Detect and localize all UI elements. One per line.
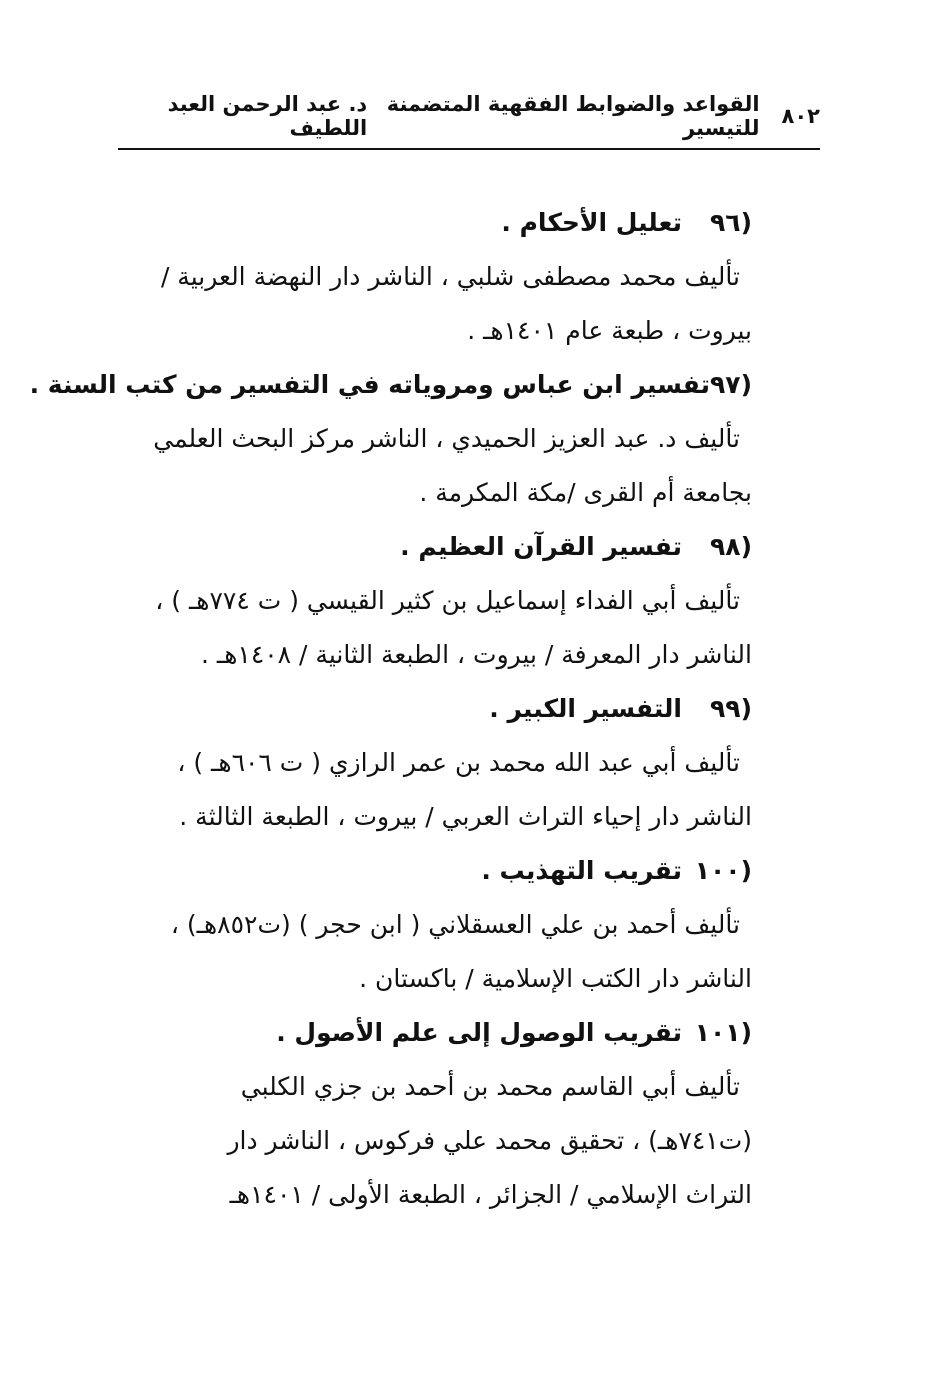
entry-title-line (100, 520, 820, 574)
entry-number: ٩٧) (710, 370, 752, 399)
bibliography-entry (100, 520, 820, 682)
entry-detail-line: تأليف محمد مصطفى شلبي ، الناشر دار النهضة العربية / (160, 262, 740, 291)
entry-detail-line: الناشر دار الكتب الإسلامية / باكستان . (359, 964, 752, 993)
entry-title-line (100, 1006, 820, 1060)
entry-number: ٩٨) (710, 532, 752, 561)
book-title: القواعد والضوابط الفقهية المتضمنة للتيسير (386, 92, 760, 140)
bibliography-list (29, 196, 820, 1222)
entry-detail-line: بجامعة أم القرى /مكة المكرمة . (419, 478, 752, 507)
entry-detail-line: تأليف أبي القاسم محمد بن أحمد بن جزي الكلبي (240, 1072, 740, 1101)
entry-detail-line: تأليف أبي عبد الله محمد بن عمر الرازي ( ت ٦٠٦هـ ) ، (177, 748, 740, 777)
bibliography-entry (29, 358, 820, 520)
entry-title-line (100, 682, 820, 736)
entry-title-line (100, 196, 820, 250)
entry-title-line (100, 844, 820, 898)
entry-number: ١٠٠) (694, 856, 752, 885)
entry-detail-line: بيروت ، طبعة عام ١٤٠١هـ . (467, 316, 752, 345)
entry-number: ١٠١) (694, 1018, 752, 1047)
bibliography-entry (100, 196, 820, 358)
entry-detail-line: التراث الإسلامي / الجزائر ، الطبعة الأولى / ١٤٠١هـ (229, 1180, 752, 1209)
entry-number: ٩٩) (710, 694, 752, 723)
header-divider (118, 148, 820, 150)
entry-detail-line: (ت٧٤١هـ) ، تحقيق محمد علي فركوس ، الناشر دار (227, 1126, 752, 1155)
entry-title: تفسير ابن عباس ومروياته في التفسير من كتب السنة . (29, 370, 711, 399)
entry-detail-line: تأليف أبي الفداء إسماعيل بن كثير القيسي ( ت ٧٧٤هـ ) ، (155, 586, 740, 615)
entry-detail-line: الناشر دار المعرفة / بيروت ، الطبعة الثانية / ١٤٠٨هـ . (200, 640, 752, 669)
entry-title: تفسير القرآن العظيم . (400, 532, 682, 561)
entry-detail-line: تأليف أحمد بن علي العسقلاني ( ابن حجر ) (ت٨٥٢هـ) ، (170, 910, 740, 939)
bibliography-entry (100, 1006, 820, 1222)
entry-number: ٩٦) (710, 208, 752, 237)
entry-title: تقريب الوصول إلى علم الأصول . (276, 1018, 682, 1047)
entry-title: تعليل الأحكام . (501, 208, 682, 237)
bibliography-entry (100, 682, 820, 844)
entry-detail-line: الناشر دار إحياء التراث العربي / بيروت ، الطبعة الثالثة . (179, 802, 752, 831)
bibliography-entry (100, 844, 820, 1006)
page-number: ٨٠٢ (781, 104, 820, 128)
entry-title: التفسير الكبير . (489, 694, 682, 723)
entry-detail-line: تأليف د. عبد العزيز الحميدي ، الناشر مركز البحث العلمي (153, 424, 740, 453)
author-name: د. عبد الرحمن العبد اللطيف (167, 92, 368, 140)
entry-title-line (29, 358, 820, 412)
header-right-group (367, 92, 820, 140)
running-header (118, 92, 820, 140)
entry-title: تقريب التهذيب . (481, 856, 682, 885)
